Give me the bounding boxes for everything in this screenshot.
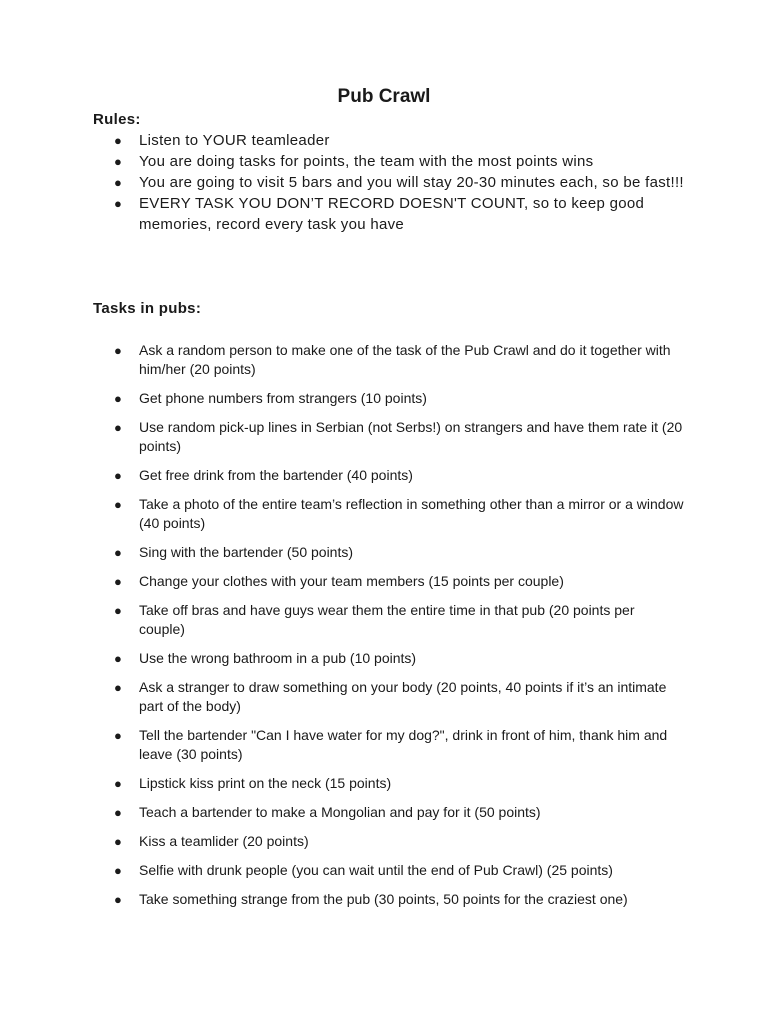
task-item — [114, 832, 684, 851]
bullet-icon: ● — [114, 805, 122, 820]
task-item — [114, 601, 684, 639]
task-text: Take a photo of the entire team’s reflection in something other than a mirror or a window (40 points) — [139, 496, 684, 531]
rule-item — [114, 151, 684, 172]
task-item — [114, 466, 684, 485]
bullet-icon: ● — [114, 728, 122, 743]
bullet-icon: ● — [114, 603, 122, 618]
task-item — [114, 890, 684, 909]
rule-text: You are going to visit 5 bars and you will stay 20-30 minutes each, so be fast!!! — [139, 174, 684, 191]
bullet-icon: ● — [114, 497, 122, 512]
task-text: Selfie with drunk people (you can wait until the end of Pub Crawl) (25 points) — [139, 862, 613, 878]
task-item — [114, 803, 684, 822]
bullet-icon: ● — [114, 391, 122, 406]
tasks-heading: Tasks in pubs: — [93, 300, 202, 317]
bullet-icon: ● — [114, 468, 122, 483]
task-item — [114, 678, 684, 716]
rules-heading: Rules: — [93, 111, 141, 128]
task-text: Tell the bartender "Can I have water for my dog?", drink in front of him, thank him and leave (30 points) — [139, 727, 668, 762]
task-item — [114, 495, 684, 533]
task-text: Get phone numbers from strangers (10 points) — [139, 390, 427, 406]
rule-text: EVERY TASK YOU DON’T RECORD DOESN'T COUNT, so to keep good memories, record every task you have — [139, 195, 645, 233]
bullet-icon: ● — [114, 651, 122, 666]
task-text: Use the wrong bathroom in a pub (10 points) — [139, 650, 417, 666]
bullet-icon: ● — [114, 154, 123, 169]
task-item — [114, 418, 684, 456]
task-item — [114, 649, 684, 668]
task-text: Take something strange from the pub (30 points, 50 points for the craziest one) — [139, 891, 628, 907]
task-text: Take off bras and have guys wear them the entire time in that pub (20 points per couple) — [139, 602, 635, 637]
bullet-icon: ● — [114, 133, 123, 148]
task-text: Kiss a teamlider (20 points) — [139, 833, 309, 849]
task-text: Ask a stranger to draw something on your body (20 points, 40 points if it’s an intimate part of the body) — [139, 679, 667, 714]
task-item — [114, 726, 684, 764]
tasks-list — [114, 341, 684, 919]
task-item — [114, 861, 684, 880]
task-text: Ask a random person to make one of the task of the Pub Crawl and do it together with him/her (20 points) — [139, 342, 671, 377]
task-item — [114, 543, 684, 562]
page-title: Pub Crawl — [337, 86, 431, 107]
bullet-icon: ● — [114, 175, 123, 190]
bullet-icon: ● — [114, 834, 122, 849]
rules-list — [114, 130, 684, 235]
rule-text: You are doing tasks for points, the team with the most points wins — [139, 153, 594, 170]
bullet-icon: ● — [114, 343, 122, 358]
bullet-icon: ● — [114, 892, 122, 907]
task-text: Teach a bartender to make a Mongolian and pay for it (50 points) — [139, 804, 541, 820]
task-text: Use random pick-up lines in Serbian (not Serbs!) on strangers and have them rate it (20 points) — [139, 419, 683, 454]
rule-text: Listen to YOUR teamleader — [139, 132, 330, 149]
rule-item — [114, 193, 684, 235]
task-item — [114, 572, 684, 591]
task-item — [114, 389, 684, 408]
bullet-icon: ● — [114, 420, 122, 435]
task-text: Get free drink from the bartender (40 points) — [139, 467, 413, 483]
task-text: Lipstick kiss print on the neck (15 points) — [139, 775, 392, 791]
task-item — [114, 774, 684, 793]
task-item — [114, 341, 684, 379]
task-text: Change your clothes with your team members (15 points per couple) — [139, 573, 564, 589]
task-text: Sing with the bartender (50 points) — [139, 544, 354, 560]
rule-item — [114, 172, 684, 193]
rule-item — [114, 130, 684, 151]
bullet-icon: ● — [114, 574, 122, 589]
bullet-icon: ● — [114, 545, 122, 560]
bullet-icon: ● — [114, 776, 122, 791]
bullet-icon: ● — [114, 863, 122, 878]
bullet-icon: ● — [114, 196, 123, 211]
bullet-icon: ● — [114, 680, 122, 695]
